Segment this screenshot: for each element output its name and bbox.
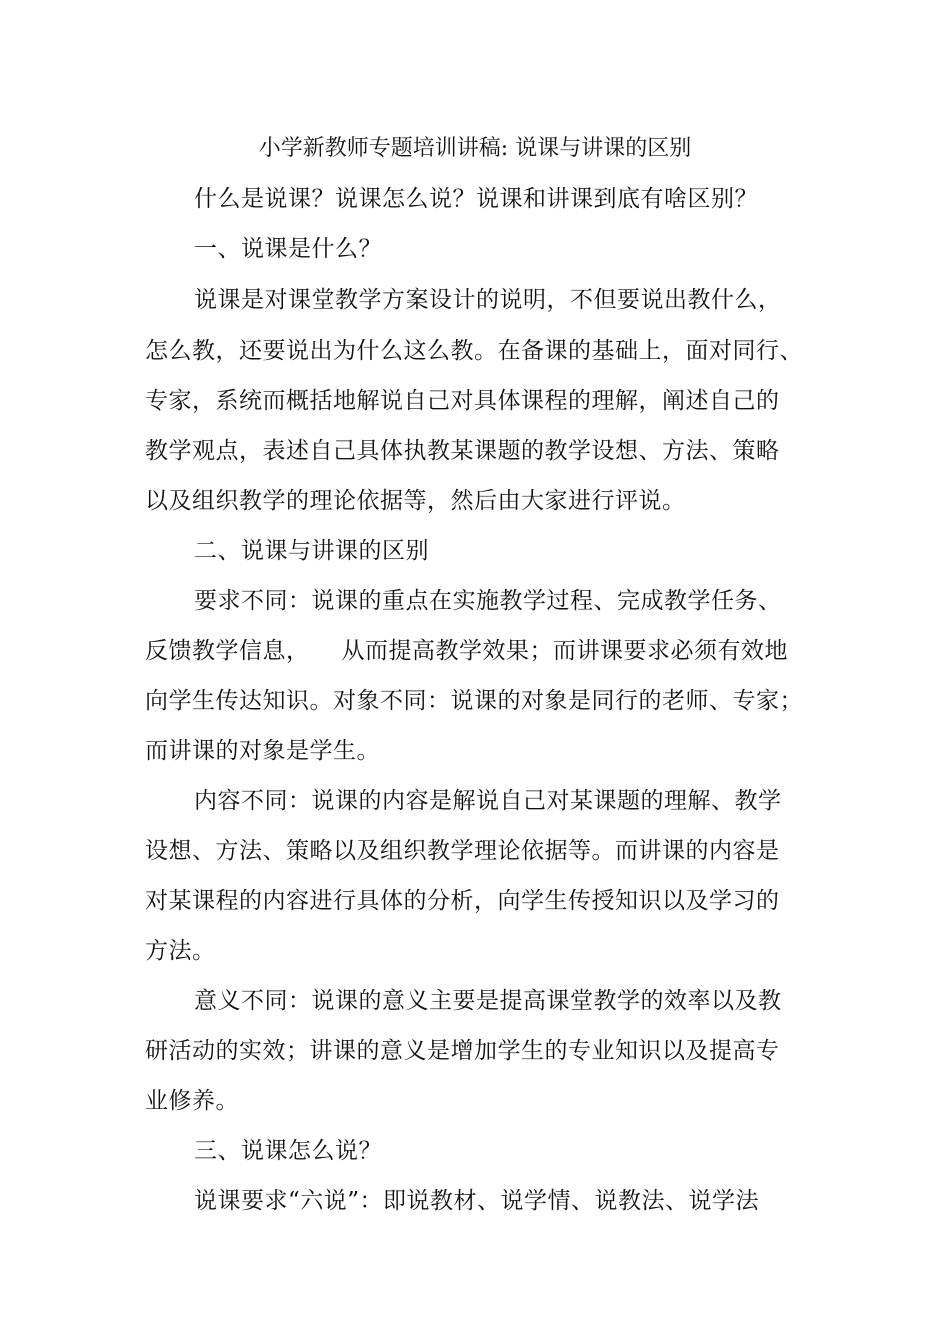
paragraph-line: 专家，系统而概括地解说自己对具体课程的理解，阐述自己的 [145, 388, 780, 414]
paragraph-line: 设想、方法、策略以及组织教学理论依据等。而讲课的内容是 [145, 838, 780, 864]
paragraph-line: 研活动的实效；讲课的意义是增加学生的专业知识以及提高专 [145, 1038, 780, 1064]
paragraph-line: 意义不同：说课的意义主要是提高课堂教学的效率以及教 [194, 988, 782, 1014]
paragraph-line: 要求不同：说课的重点在实施教学过程、完成教学任务、 [194, 588, 782, 614]
paragraph-line: 对某课程的内容进行具体的分析，向学生传授知识以及学习的 [145, 888, 780, 914]
paragraph-line: 教学观点，表述自己具体执教某课题的教学设想、方法、策略 [145, 438, 780, 464]
paragraph-line: 而讲课的对象是学生。 [145, 738, 380, 764]
paragraph-line: 什么是说课？说课怎么说？说课和讲课到底有啥区别？ [194, 186, 758, 212]
paragraph-line: 以及组织教学的理论依据等，然后由大家进行评说。 [145, 488, 686, 514]
section-heading: 二、说课与讲课的区别 [194, 538, 429, 564]
paragraph-line: 向学生传达知识。对象不同：说课的对象是同行的老师、专家； [145, 688, 803, 714]
paragraph-segment: 从而提高教学效果；而讲课要求必须有效地 [341, 638, 788, 664]
paragraph-line: 方法。 [145, 938, 216, 964]
paragraph-line: 内容不同：说课的内容是解说自己对某课题的理解、教学 [194, 788, 782, 814]
paragraph-line: 说课要求“六说”：即说教材、说学情、说教法、说学法 [194, 1188, 760, 1214]
paragraph-line: 说课是对课堂教学方案设计的说明，不但要说出教什么， [194, 287, 782, 313]
paragraph-line: 怎么教，还要说出为什么这么教。在备课的基础上，面对同行、 [145, 338, 803, 364]
paragraph-line: 业修养。 [145, 1088, 239, 1114]
section-heading: 一、说课是什么？ [194, 236, 382, 262]
paragraph-line [145, 636, 825, 666]
document-title: 小学新教师专题培训讲稿: 说课与讲课的区别 [258, 136, 692, 161]
section-heading: 三、说课怎么说？ [194, 1138, 382, 1164]
paragraph-segment: 反馈教学信息， [145, 638, 310, 664]
